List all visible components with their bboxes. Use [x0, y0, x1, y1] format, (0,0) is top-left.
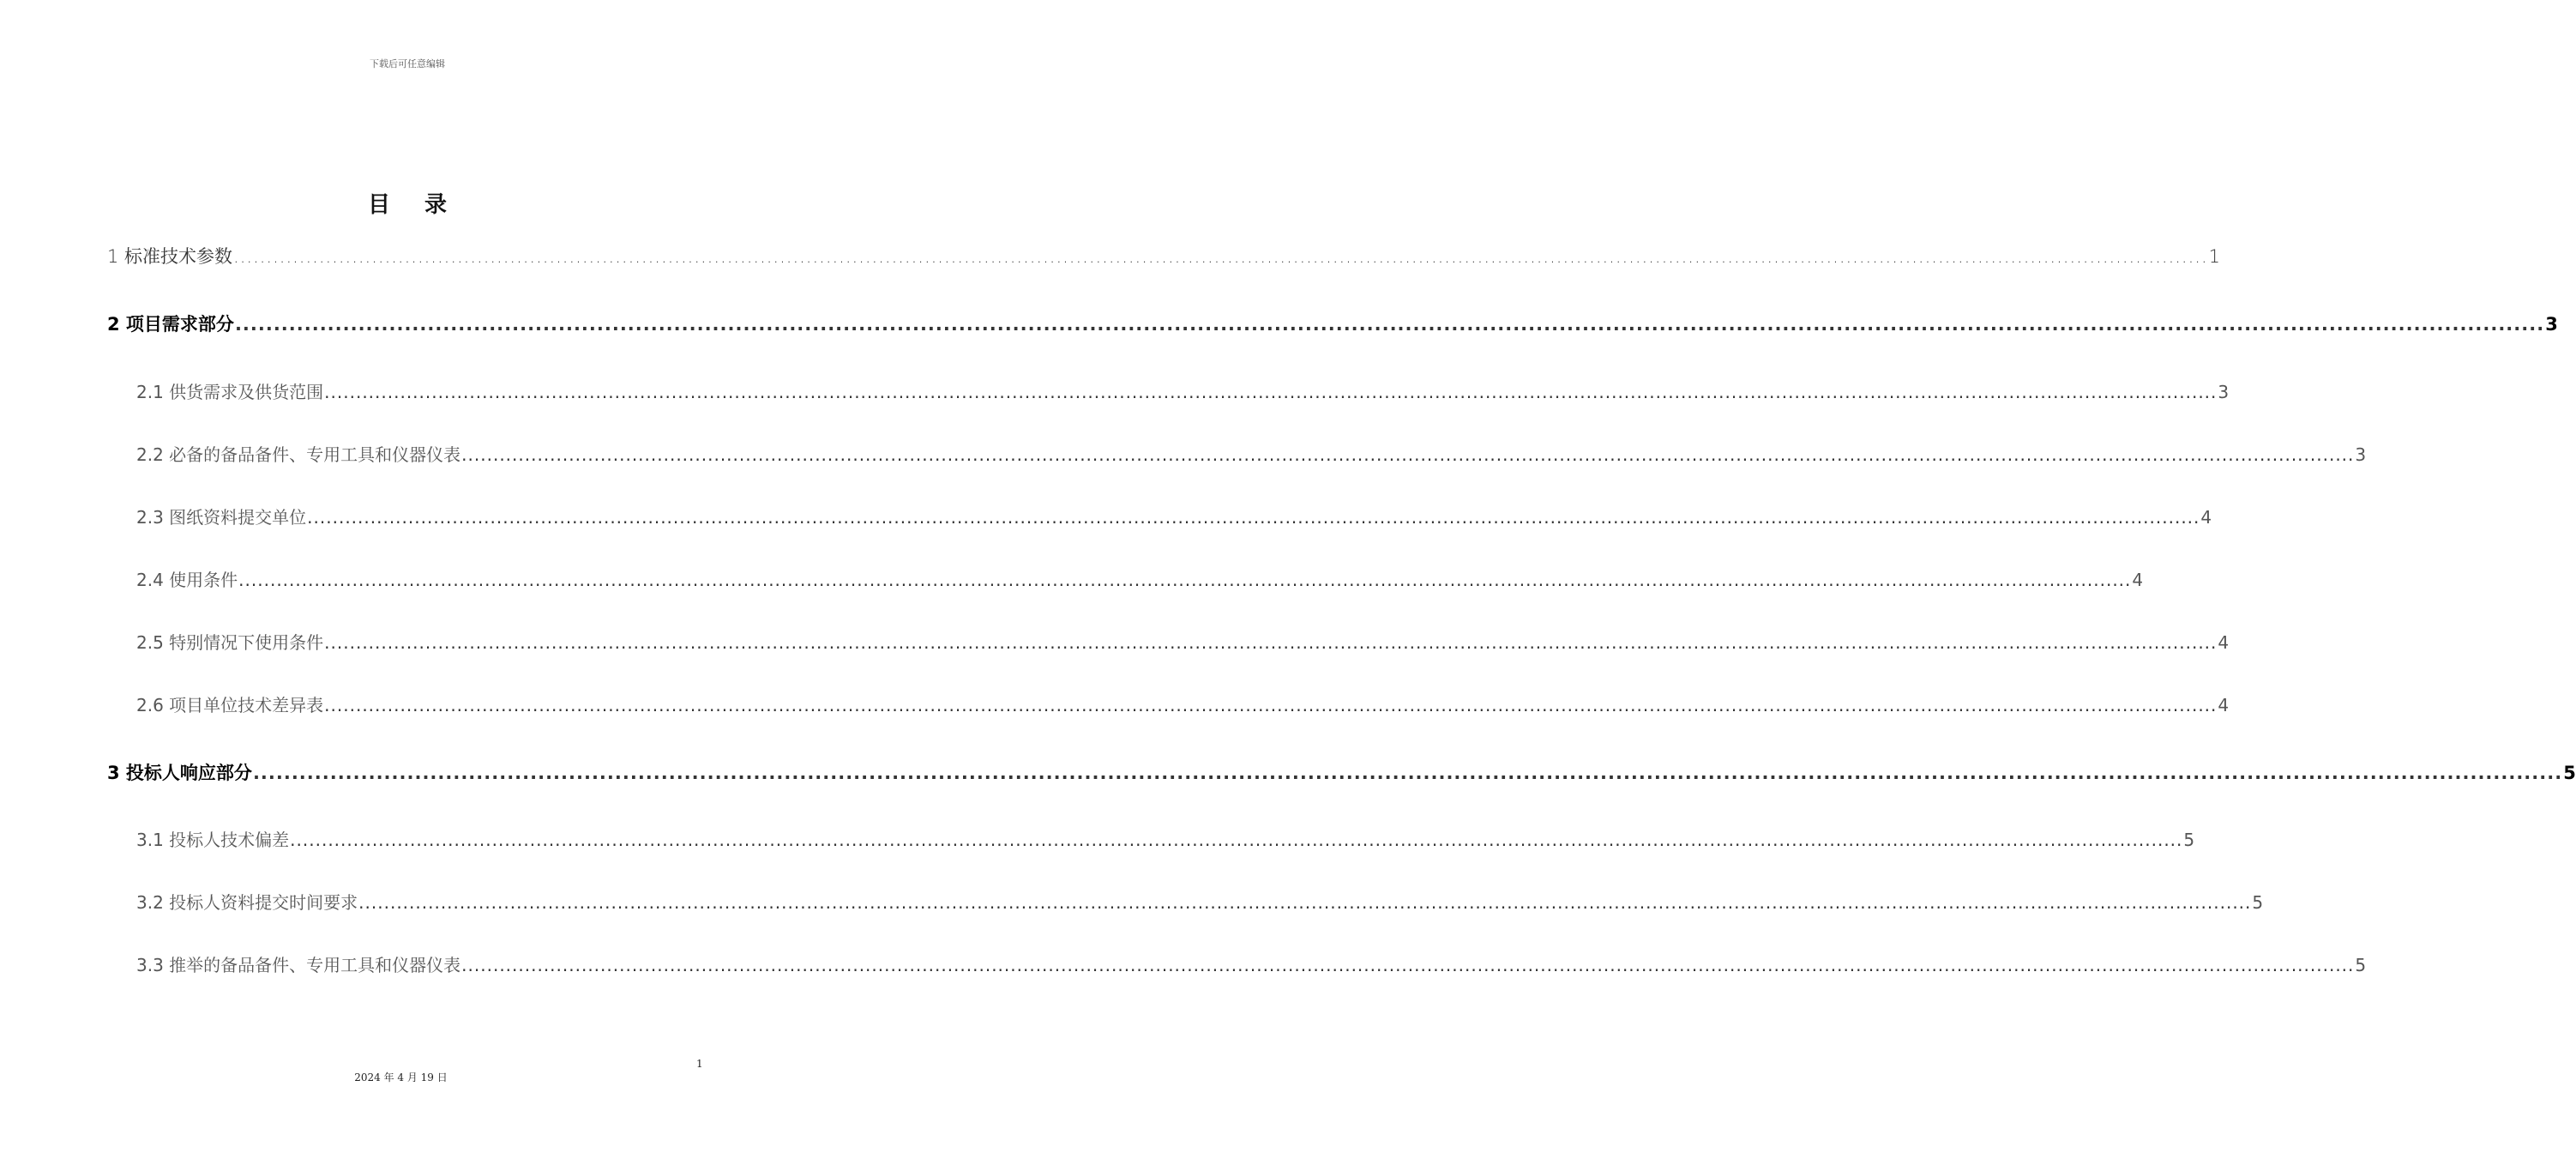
toc-entry-page: 3	[2545, 314, 2558, 335]
toc-entry[interactable]	[136, 504, 2212, 530]
toc-leader-dots: ............................................................................................................................................................................................................................................................................................................	[307, 507, 2200, 528]
toc-leader-dots: ............................................................................................................................................................................................................................................................................................................	[238, 570, 2132, 590]
toc-leader-dots: ............................................................................................................................................................................................................................................................................................................	[358, 892, 2252, 913]
toc-leader-dots: ............................................................................................................................................................................................................................................................................................................	[234, 314, 2545, 335]
toc-entry-page: 5	[2252, 892, 2264, 913]
toc-leader-dots: ............................................................................................................................................................................................................................................................................................................	[461, 444, 2355, 465]
toc-entry-page: 4	[2132, 570, 2144, 590]
toc-entry-page: 5	[2563, 763, 2576, 783]
toc-leader-dots: ............................................................................................................................................................................................................................................................................................................	[252, 763, 2563, 783]
toc-leader-dots: ............................................................................................................................................................................................................................................................................................................	[461, 955, 2355, 975]
toc-title-part2: 录	[424, 192, 448, 218]
toc-entry-label: 2.1 供货需求及供货范围	[136, 382, 324, 402]
toc-entry-page: 3	[2355, 444, 2367, 465]
toc-entry-label: 2.6 项目单位技术差异表	[136, 695, 324, 715]
toc-entry[interactable]	[136, 567, 2144, 593]
toc-entry-page: 5	[2355, 955, 2367, 975]
toc-entry-label: 2 项目需求部分	[107, 314, 234, 335]
toc-entry[interactable]	[107, 311, 2558, 337]
toc-entry-page: 4	[2200, 507, 2212, 528]
page-number: 1	[696, 1058, 703, 1070]
toc-entry-page: 5	[2183, 830, 2195, 850]
toc-entry[interactable]	[107, 760, 2576, 786]
page-footer-date: 2024 年 4 月 19 日	[354, 1072, 448, 1084]
toc-entry[interactable]	[136, 827, 2195, 853]
toc-entry-label: 3.1 投标人技术偏差	[136, 830, 290, 850]
toc-entry[interactable]	[136, 630, 2230, 655]
toc-entry-label: 3.3 推举的备品备件、专用工具和仪器仪表	[136, 955, 461, 975]
toc-entry-page: 1	[2208, 246, 2221, 267]
toc-entry-label: 2.4 使用条件	[136, 570, 238, 590]
toc-entry-page: 4	[2218, 695, 2230, 715]
toc-entry-label: 1 标准技术参数	[107, 246, 233, 267]
toc-entry[interactable]	[136, 692, 2230, 718]
toc-title-part1: 目	[367, 192, 390, 218]
toc-entry[interactable]	[136, 442, 2367, 468]
toc-leader-dots: ............................................................................................................................................................................................................................................................................................................	[324, 632, 2218, 653]
toc-leader-dots: ............................................................................................................................................................................................................................................................................................................	[324, 695, 2218, 715]
toc-leader-dots: ............................................................................................................................................................................................................................................................................................................	[290, 830, 2183, 850]
toc-leader-dots: ............................................................................................................................................................................................................................................................................................................	[233, 246, 2208, 267]
toc-entry-page: 3	[2218, 382, 2230, 402]
toc-entry[interactable]	[107, 244, 2221, 269]
toc-title	[0, 187, 815, 219]
toc-leader-dots: ............................................................................................................................................................................................................................................................................................................	[324, 382, 2218, 402]
page-header: 下载后可任意编辑	[370, 58, 445, 69]
toc-entry-label: 2.2 必备的备品备件、专用工具和仪器仪表	[136, 444, 461, 465]
toc-entry-label: 2.3 图纸资料提交单位	[136, 507, 307, 528]
toc-entry[interactable]	[136, 379, 2230, 405]
toc-entry-page: 4	[2218, 632, 2230, 653]
toc-entry-label: 3 投标人响应部分	[107, 763, 252, 783]
toc-entry-label: 2.5 特别情况下使用条件	[136, 632, 324, 653]
toc-entry[interactable]	[136, 952, 2367, 978]
toc-entry[interactable]	[136, 890, 2264, 915]
toc-entry-label: 3.2 投标人资料提交时间要求	[136, 892, 358, 913]
